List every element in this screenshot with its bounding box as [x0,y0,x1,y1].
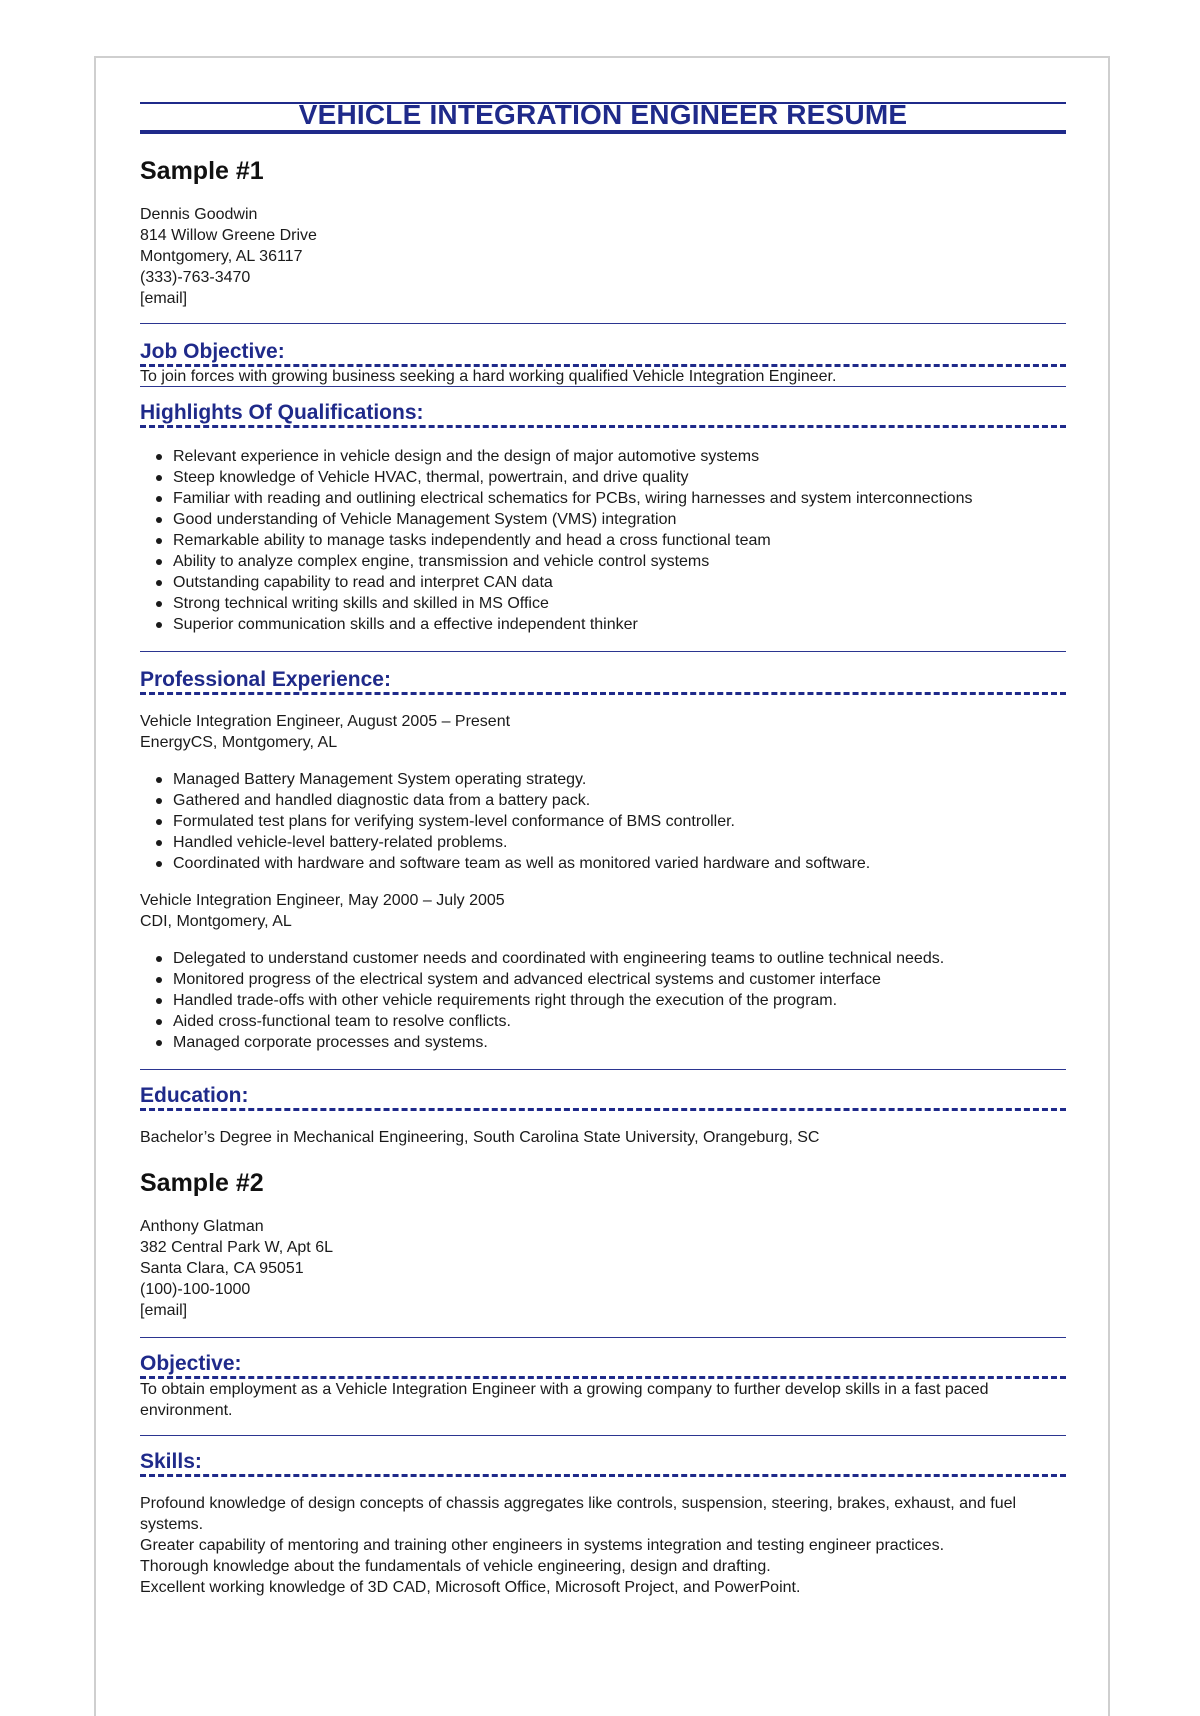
contact-name: Dennis Goodwin [140,206,258,223]
objective-text: To obtain employment as a Vehicle Integration Engineer with a growing company to further develop skills in a fast paced environment. [140,1381,989,1419]
skills-heading: Skills: [140,1450,1066,1477]
list-item: Relevant experience in vehicle design and the design of major automotive systems [140,446,1066,467]
sample-2-heading: Sample #2 [140,1169,264,1197]
skill-item: Thorough knowledge about the fundamentals of vehicle engineering, design and drafting. [140,1558,771,1575]
list-item: Gathered and handled diagnostic data from a battery pack. [140,790,1066,811]
experience-heading: Professional Experience: [140,668,1066,695]
education-text: Bachelor’s Degree in Mechanical Engineering, South Carolina State University, Orangeburg, SC [140,1129,820,1146]
resume-content [140,99,1066,1598]
list-item: Managed Battery Management System operating strategy. [140,769,1066,790]
skill-item: Greater capability of mentoring and training other engineers in systems integration and testing engineer practices. [140,1537,945,1554]
list-item: Monitored progress of the electrical system and advanced electrical systems and customer interface [140,969,1066,990]
contact-phone: (100)-100-1000 [140,1281,251,1298]
contact-email: [email] [140,290,188,307]
skill-item: Profound knowledge of design concepts of chassis aggregates like controls, suspension, steering, brakes, exhaust, and fuel systems. [140,1495,1017,1533]
list-item: Handled vehicle-level battery-related problems. [140,832,1066,853]
contact-address: 814 Willow Greene Drive [140,227,317,244]
contact-address: 382 Central Park W, Apt 6L [140,1239,333,1256]
sample-1-heading: Sample #1 [140,157,264,185]
list-item: Familiar with reading and outlining electrical schematics for PCBs, wiring harnesses and system interconnections [140,488,1066,509]
job-1-title: Vehicle Integration Engineer, August 2005 – Present [140,713,511,730]
job-2-company: CDI, Montgomery, AL [140,913,292,930]
list-item: Aided cross-functional team to resolve conflicts. [140,1011,1066,1032]
list-item: Managed corporate processes and systems. [140,1032,1066,1053]
list-item: Remarkable ability to manage tasks independently and head a cross functional team [140,530,1066,551]
highlights-list [140,446,1066,635]
list-item: Superior communication skills and a effective independent thinker [140,614,1066,635]
education-heading: Education: [140,1084,1066,1111]
sample-1-contact [140,204,1066,309]
contact-name: Anthony Glatman [140,1218,264,1235]
contact-city: Santa Clara, CA 95051 [140,1260,304,1277]
highlights-heading: Highlights Of Qualifications: [140,401,1066,428]
list-item: Delegated to understand customer needs and coordinated with engineering teams to outline technical needs. [140,948,1066,969]
list-item: Strong technical writing skills and skilled in MS Office [140,593,1066,614]
title-banner [140,99,1066,134]
contact-phone: (333)-763-3470 [140,269,251,286]
list-item: Formulated test plans for verifying system-level conformance of BMS controller. [140,811,1066,832]
skill-item: Excellent working knowledge of 3D CAD, Microsoft Office, Microsoft Project, and PowerPoint. [140,1579,801,1596]
list-item: Coordinated with hardware and software team as well as monitored varied hardware and software. [140,853,1066,874]
document-title: VEHICLE INTEGRATION ENGINEER RESUME [298,99,908,130]
list-item: Ability to analyze complex engine, transmission and vehicle control systems [140,551,1066,572]
objective-heading: Objective: [140,1352,1066,1379]
resume-page [94,56,1110,1716]
list-item: Outstanding capability to read and interpret CAN data [140,572,1066,593]
job-2-title: Vehicle Integration Engineer, May 2000 – July 2005 [140,892,505,909]
job-objective-heading: Job Objective: [140,340,1066,367]
job-2-duties [140,948,1066,1053]
job-1-duties [140,769,1066,874]
contact-email: [email] [140,1302,188,1319]
job-1-company: EnergyCS, Montgomery, AL [140,734,338,751]
contact-city: Montgomery, AL 36117 [140,248,303,265]
list-item: Handled trade-offs with other vehicle requirements right through the execution of the program. [140,990,1066,1011]
job-objective-text: To join forces with growing business seeking a hard working qualified Vehicle Integration Engineer. [140,367,1066,387]
sample-2-contact [140,1216,1066,1321]
list-item: Steep knowledge of Vehicle HVAC, thermal, powertrain, and drive quality [140,467,1066,488]
list-item: Good understanding of Vehicle Management System (VMS) integration [140,509,1066,530]
